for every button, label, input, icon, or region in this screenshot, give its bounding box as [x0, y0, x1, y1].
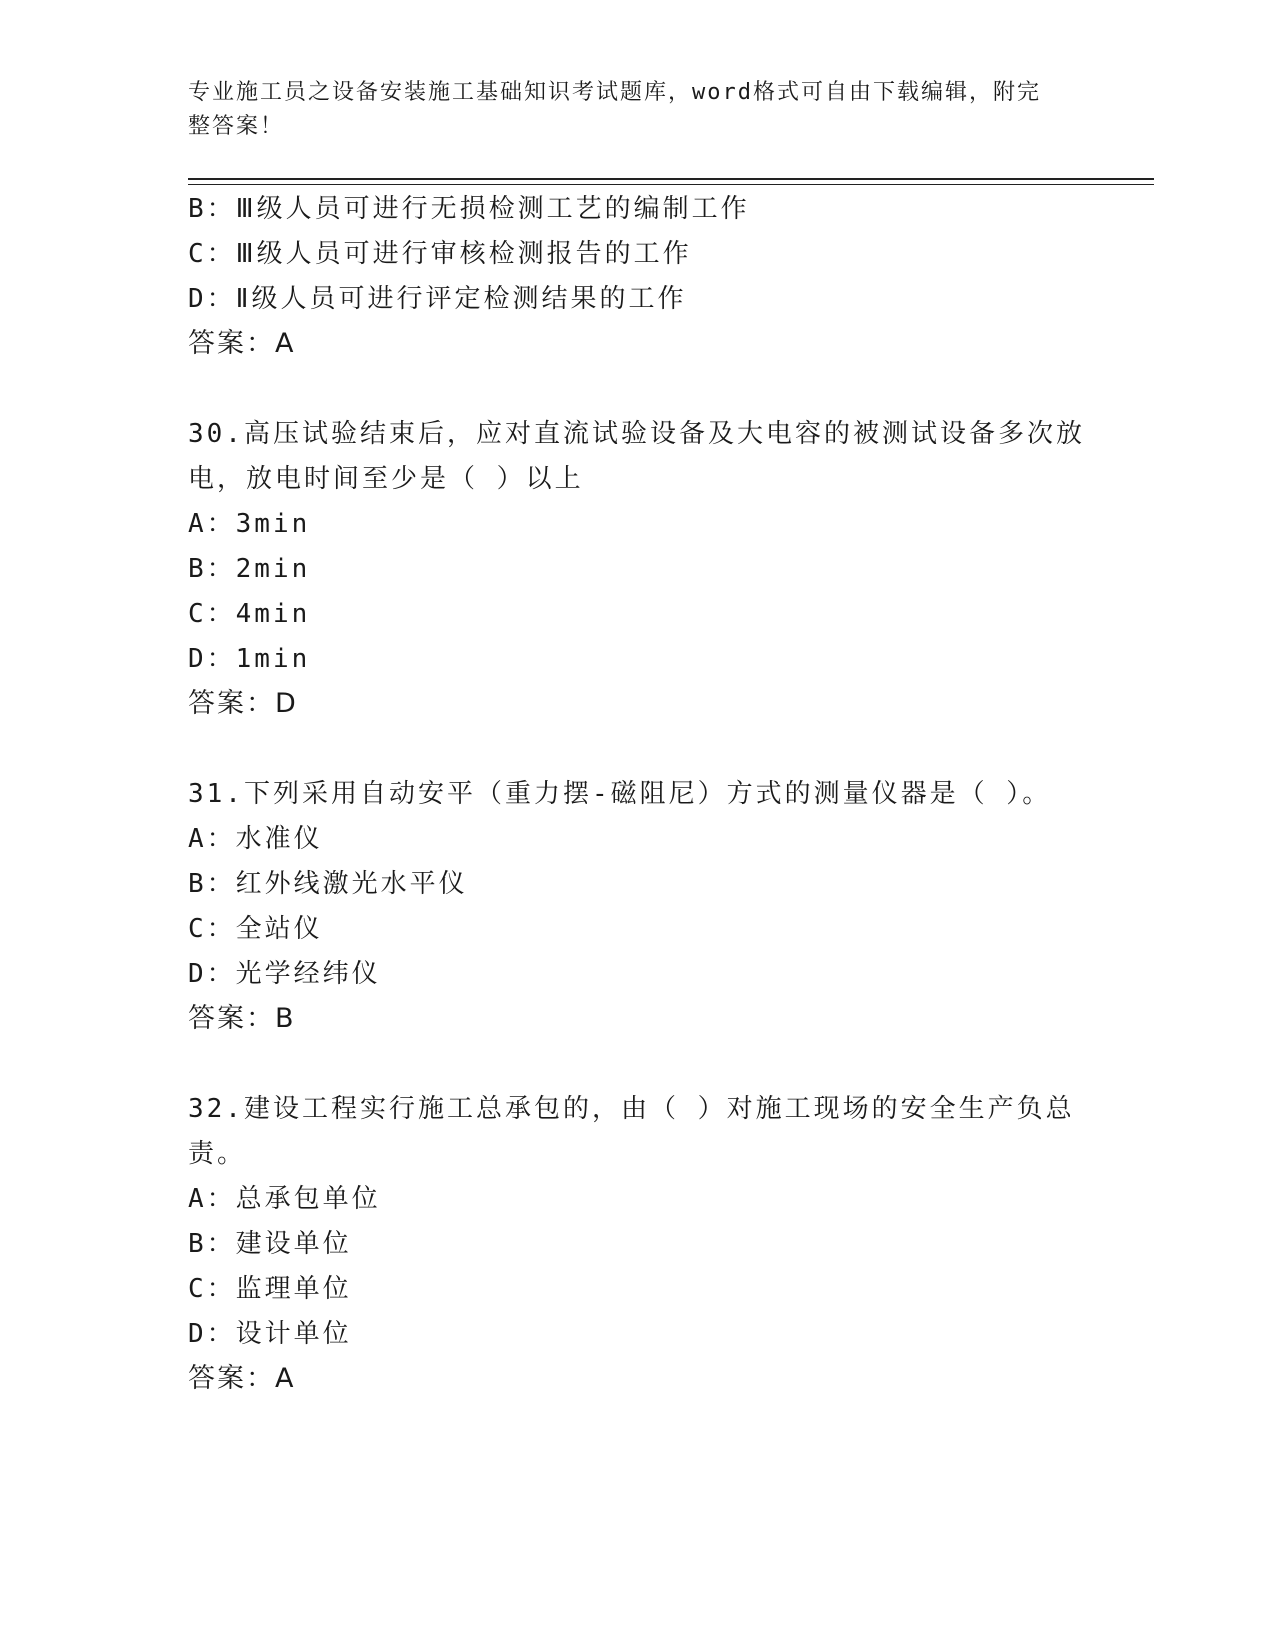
- q30-stem-line-2: 电，放电时间至少是（ ）以上: [188, 464, 584, 494]
- q30-option-b: B：2min: [188, 554, 311, 584]
- q30-option-a: A：3min: [188, 509, 311, 539]
- q29-answer: 答案：A: [188, 328, 296, 359]
- q32-option-d: D：设计单位: [188, 1319, 352, 1349]
- q31-stem-line-1: 31.下列采用自动安平（重力摆-磁阻尼）方式的测量仪器是（ ）。: [188, 779, 1052, 809]
- q32-option-b: B：建设单位: [188, 1229, 352, 1259]
- q32-stem-line-2: 责。: [188, 1139, 247, 1169]
- q29-option-d: D：Ⅱ级人员可进行评定检测结果的工作: [188, 284, 687, 314]
- q31-option-a: A：水准仪: [188, 824, 323, 854]
- header-divider-thick: [188, 178, 1154, 180]
- header-line-2: 整答案！: [188, 114, 285, 139]
- document-header: [188, 76, 1088, 144]
- q31-option-b: B：红外线激光水平仪: [188, 869, 468, 899]
- q32-option-c: C：监理单位: [188, 1274, 352, 1304]
- q30-option-d: D：1min: [188, 644, 311, 674]
- q32-stem-line-1: 32.建设工程实行施工总承包的，由（ ）对施工现场的安全生产负总: [188, 1094, 1075, 1124]
- q31-option-c: C：全站仪: [188, 914, 323, 944]
- q30-option-c: C：4min: [188, 599, 311, 629]
- q32-answer: 答案：A: [188, 1363, 296, 1394]
- q29-option-c: C：Ⅲ级人员可进行审核检测报告的工作: [188, 239, 692, 269]
- q30-stem-line-1: 30.高压试验结束后，应对直流试验设备及大电容的被测试设备多次放: [188, 419, 1085, 449]
- q29-option-b: B：Ⅲ级人员可进行无损检测工艺的编制工作: [188, 194, 750, 224]
- header-line-1: 专业施工员之设备安装施工基础知识考试题库，word格式可自由下载编辑，附完: [188, 80, 1041, 105]
- header-divider-thin: [188, 184, 1154, 185]
- q31-option-d: D：光学经纬仪: [188, 959, 381, 989]
- q31-answer: 答案：B: [188, 1003, 296, 1034]
- q30-answer: 答案：D: [188, 688, 298, 719]
- q32-option-a: A：总承包单位: [188, 1184, 381, 1214]
